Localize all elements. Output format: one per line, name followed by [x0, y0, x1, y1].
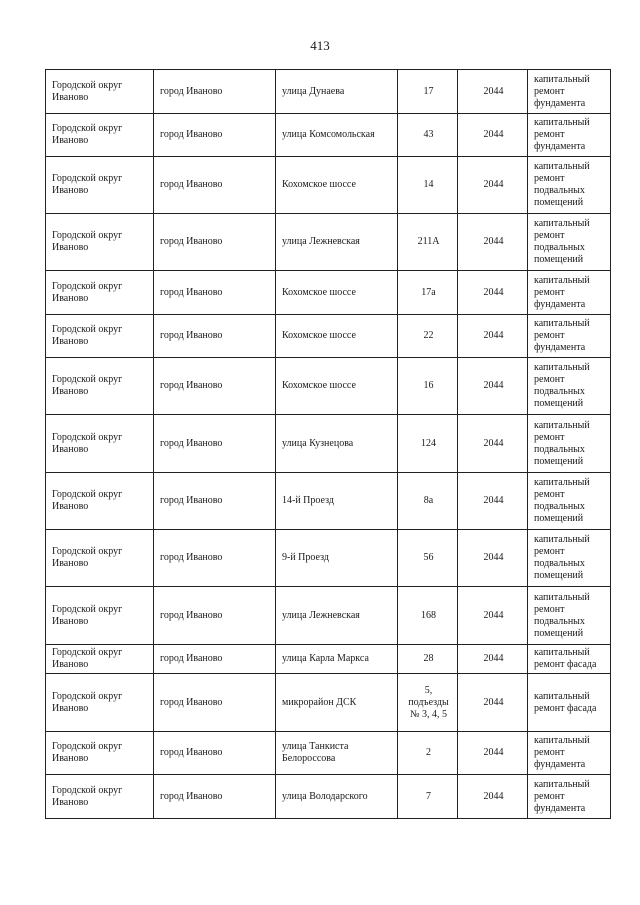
- table-row: [46, 473, 611, 530]
- city-cell: город Иваново: [154, 775, 276, 819]
- district-cell: Городской округ Иваново: [46, 415, 154, 473]
- house-cell: 43: [398, 114, 458, 157]
- city-cell: город Иваново: [154, 271, 276, 315]
- year-cell: 2044: [458, 157, 528, 214]
- house-cell: 22: [398, 315, 458, 358]
- year-cell: 2044: [458, 271, 528, 315]
- street-cell: улица Танкиста Белороссова: [276, 732, 398, 775]
- street-cell: 14-й Проезд: [276, 473, 398, 530]
- street-cell: улица Володарского: [276, 775, 398, 819]
- city-cell: город Иваново: [154, 70, 276, 114]
- street-cell: улица Карла Маркса: [276, 645, 398, 674]
- year-cell: 2044: [458, 587, 528, 645]
- year-cell: 2044: [458, 645, 528, 674]
- house-cell: 2: [398, 732, 458, 775]
- work-type-cell: капитальный ремонт подвальных помещений: [528, 214, 611, 271]
- city-cell: город Иваново: [154, 645, 276, 674]
- city-cell: город Иваново: [154, 214, 276, 271]
- table-row: [46, 645, 611, 674]
- street-cell: Кохомское шоссе: [276, 157, 398, 214]
- house-cell: 5, подъезды № 3, 4, 5: [398, 674, 458, 732]
- table-row: [46, 271, 611, 315]
- house-cell: 17: [398, 70, 458, 114]
- work-type-cell: капитальный ремонт фундамента: [528, 114, 611, 157]
- district-cell: Городской округ Иваново: [46, 530, 154, 587]
- table-row: [46, 315, 611, 358]
- house-cell: 7: [398, 775, 458, 819]
- district-cell: Городской округ Иваново: [46, 645, 154, 674]
- table-row: [46, 415, 611, 473]
- district-cell: Городской округ Иваново: [46, 157, 154, 214]
- table-row: [46, 214, 611, 271]
- year-cell: 2044: [458, 214, 528, 271]
- city-cell: город Иваново: [154, 315, 276, 358]
- work-type-cell: капитальный ремонт фундамента: [528, 271, 611, 315]
- work-type-cell: капитальный ремонт подвальных помещений: [528, 157, 611, 214]
- city-cell: город Иваново: [154, 587, 276, 645]
- street-cell: Кохомское шоссе: [276, 315, 398, 358]
- house-cell: 56: [398, 530, 458, 587]
- year-cell: 2044: [458, 315, 528, 358]
- house-cell: 14: [398, 157, 458, 214]
- work-type-cell: капитальный ремонт фундамента: [528, 732, 611, 775]
- city-cell: город Иваново: [154, 157, 276, 214]
- year-cell: 2044: [458, 473, 528, 530]
- district-cell: Городской округ Иваново: [46, 271, 154, 315]
- district-cell: Городской округ Иваново: [46, 70, 154, 114]
- work-type-cell: капитальный ремонт фундамента: [528, 775, 611, 819]
- table-row: [46, 775, 611, 819]
- capital-repair-table: [45, 69, 611, 819]
- district-cell: Городской округ Иваново: [46, 775, 154, 819]
- street-cell: улица Комсомольская: [276, 114, 398, 157]
- district-cell: Городской округ Иваново: [46, 358, 154, 415]
- year-cell: 2044: [458, 775, 528, 819]
- district-cell: Городской округ Иваново: [46, 114, 154, 157]
- street-cell: улица Лежневская: [276, 214, 398, 271]
- table-row: [46, 530, 611, 587]
- table-row: [46, 358, 611, 415]
- work-type-cell: капитальный ремонт фасада: [528, 645, 611, 674]
- city-cell: город Иваново: [154, 732, 276, 775]
- city-cell: город Иваново: [154, 415, 276, 473]
- house-cell: 124: [398, 415, 458, 473]
- district-cell: Городской округ Иваново: [46, 674, 154, 732]
- year-cell: 2044: [458, 530, 528, 587]
- table-row: [46, 70, 611, 114]
- year-cell: 2044: [458, 674, 528, 732]
- work-type-cell: капитальный ремонт подвальных помещений: [528, 358, 611, 415]
- city-cell: город Иваново: [154, 473, 276, 530]
- district-cell: Городской округ Иваново: [46, 473, 154, 530]
- city-cell: город Иваново: [154, 674, 276, 732]
- city-cell: город Иваново: [154, 114, 276, 157]
- work-type-cell: капитальный ремонт фасада: [528, 674, 611, 732]
- street-cell: улица Дунаева: [276, 70, 398, 114]
- city-cell: город Иваново: [154, 358, 276, 415]
- district-cell: Городской округ Иваново: [46, 732, 154, 775]
- district-cell: Городской округ Иваново: [46, 315, 154, 358]
- work-type-cell: капитальный ремонт подвальных помещений: [528, 415, 611, 473]
- table-row: [46, 157, 611, 214]
- work-type-cell: капитальный ремонт фундамента: [528, 315, 611, 358]
- year-cell: 2044: [458, 732, 528, 775]
- street-cell: микрорайон ДСК: [276, 674, 398, 732]
- year-cell: 2044: [458, 70, 528, 114]
- house-cell: 28: [398, 645, 458, 674]
- house-cell: 16: [398, 358, 458, 415]
- house-cell: 168: [398, 587, 458, 645]
- street-cell: Кохомское шоссе: [276, 358, 398, 415]
- street-cell: улица Кузнецова: [276, 415, 398, 473]
- table-row: [46, 587, 611, 645]
- house-cell: 17а: [398, 271, 458, 315]
- year-cell: 2044: [458, 415, 528, 473]
- year-cell: 2044: [458, 358, 528, 415]
- street-cell: 9-й Проезд: [276, 530, 398, 587]
- table-row: [46, 674, 611, 732]
- year-cell: 2044: [458, 114, 528, 157]
- page-number: 413: [310, 38, 330, 53]
- city-cell: город Иваново: [154, 530, 276, 587]
- street-cell: Кохомское шоссе: [276, 271, 398, 315]
- work-type-cell: капитальный ремонт подвальных помещений: [528, 530, 611, 587]
- house-cell: 8а: [398, 473, 458, 530]
- table-row: [46, 732, 611, 775]
- work-type-cell: капитальный ремонт подвальных помещений: [528, 473, 611, 530]
- work-type-cell: капитальный ремонт подвальных помещений: [528, 587, 611, 645]
- district-cell: Городской округ Иваново: [46, 587, 154, 645]
- work-type-cell: капитальный ремонт фундамента: [528, 70, 611, 114]
- table-row: [46, 114, 611, 157]
- street-cell: улица Лежневская: [276, 587, 398, 645]
- house-cell: 211А: [398, 214, 458, 271]
- district-cell: Городской округ Иваново: [46, 214, 154, 271]
